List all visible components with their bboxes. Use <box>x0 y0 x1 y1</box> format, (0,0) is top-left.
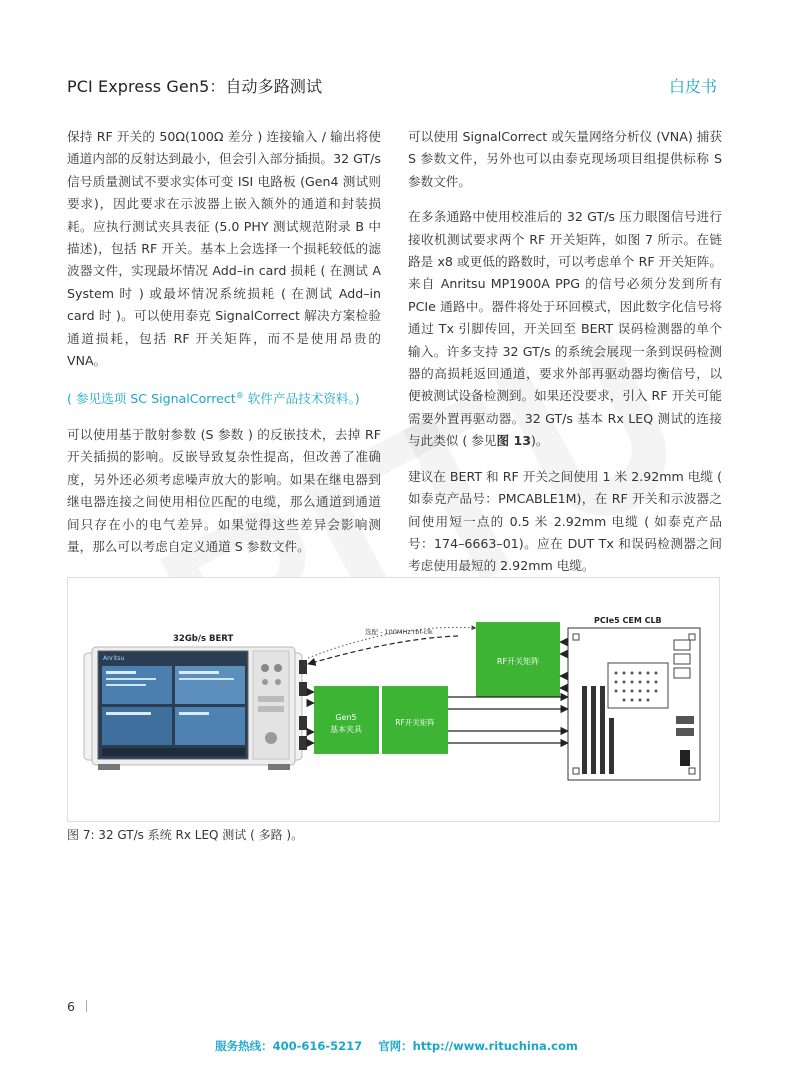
brand-logo: Anritsu <box>103 655 125 662</box>
page-footer <box>0 1038 793 1054</box>
connection-diagram <box>68 578 719 821</box>
rf-switch-top-label: RF开关矩阵 <box>496 657 540 666</box>
product-datasheet-link[interactable]: ( 参见选项 SC SignalCorrect® 软件产品技术资料。) <box>67 391 360 407</box>
pcie5-cem-clb-board <box>568 616 700 780</box>
left-text-column <box>67 126 381 572</box>
rf-switch-mid-label: RF开关矩阵 <box>395 718 435 727</box>
paragraph: 可以使用基于散射参数 (S 参数 ) 的反嵌技术，去掉 RF 开关插损的影响。反嵌导致复杂性提高，但改善了准确度，另外还必须考虑噪声放大的影响。如果在继电器到继电器连接之间使用相位匹配的电缆，那么通道到通道间只存在小的电气差异。如果觉得这些差异会影响测量，那么可以考虑自定义通道 S 参数文件。 <box>67 427 381 555</box>
page-header-title: PCI Express Gen5：自动多路测试 <box>67 77 323 96</box>
document-type-tag: 白皮书 <box>668 77 717 96</box>
fixture-label-line2: 基本夹具 <box>330 725 362 734</box>
bert-label: 32Gb/s BERT <box>173 634 234 644</box>
paragraph: 在多条通路中使用校准后的 32 GT/s 压力眼图信号进行接收机测试要求两个 RF 开关矩阵，如图 7 所示。在链路是 x8 或更低的路数时，可以考虑单个 RF 开关矩阵。来自 Anritsu MP1900A PPG 的信号必须分发到所有 PCIe 通路中。器件将处于环回模式，因此数字化信号将通过 Tx 引脚传回，开关回至 BERT 误码检测器的单个输入。许多支持 32 GT/s 的系统会展现一条到误码检测器的高损耗返回通道，要求外部再驱动器均衡信号，以便被测试设备检测到。如果还没要求，引入 RF 开关可能需要外置再驱动器。32 GT/s 基本 Rx LEQ 测试的连接与此类似 ( 参见图 13)。 <box>408 209 722 449</box>
figure-7-diagram <box>67 577 720 822</box>
figure-caption: 图 7: 32 GT/s 系统 Rx LEQ 测试 ( 多路 )。 <box>67 828 304 842</box>
figure-13-reference[interactable]: 图 13 <box>496 433 531 449</box>
page-number-divider <box>86 1000 87 1012</box>
fixture-label-line1: Gen5 <box>335 713 357 722</box>
clock-label: 选配 - 100MHz'rbf-clk <box>365 628 433 636</box>
right-text-column <box>408 126 722 591</box>
bert-instrument <box>84 634 307 770</box>
paragraph: 保持 RF 开关的 50Ω(100Ω 差分 ) 连接输入 / 输出将使通道内部的反射达到最小，但会引入部分插损。32 GT/s 信号质量测试不要求实体可变 ISI 电路板 (Gen4 测试则要求)，因此要求在示波器上嵌入额外的通道和封装损耗。应执行测试夹具表征 (5.0 PHY 测试规范附录 B 中描述)，包括 RF 开关。基本上会选择一个损耗较低的滤波器文件，实现最坏情况 Add–in card 损耗 ( 在测试 A System 时 ) 或最坏情况系统损耗 ( 在测试 Add–in card 时 )。可以使用泰克 SignalCorrect 解决方案检验通道损耗，包括 RF 开关矩阵，而不是使用昂贵的 VNA。 <box>67 129 381 369</box>
paragraph: 可以使用 SignalCorrect 或矢量网络分析仪 (VNA) 捕获 S 参数文件，另外也可以由泰克现场项目组提供标称 S 参数文件。 <box>408 129 722 189</box>
clb-label: PCIe5 CEM CLB <box>594 616 662 625</box>
paragraph: 建议在 BERT 和 RF 开关之间使用 1 米 2.92mm 电缆 ( 如泰克产品号：PMCABLE1M)，在 RF 开关和示波器之间使用短一点的 0.5 米 2.92mm 电缆 ( 如泰克产品号：174–6663–01)。应在 DUT Tx 和误码检测器之间考虑使用最短的 2.92mm 电缆。 <box>408 468 722 574</box>
service-hotline: 服务热线：400-616-5217 <box>215 1039 363 1053</box>
website-link[interactable]: 官网：http://www.rituchina.com <box>378 1039 578 1053</box>
page-number: 6 <box>67 999 75 1014</box>
